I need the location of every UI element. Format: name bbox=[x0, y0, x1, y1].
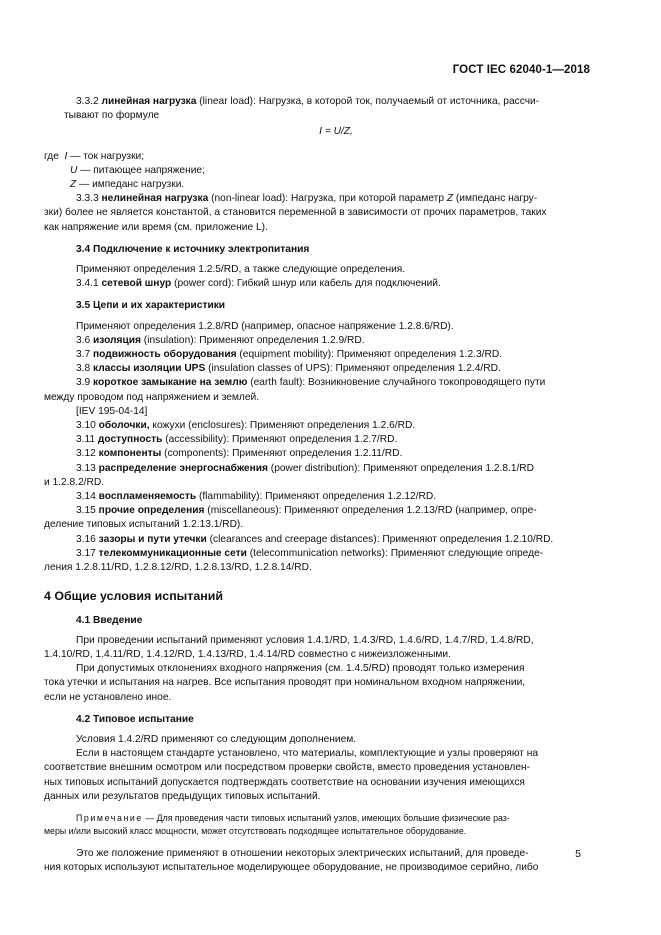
paragraph-3-11 bbox=[76, 433, 582, 447]
note bbox=[44, 812, 582, 837]
where-text: — питающее напряжение; bbox=[80, 164, 205, 176]
clause-number: 3.14 bbox=[76, 491, 96, 503]
term: воспламеняемость bbox=[98, 491, 197, 503]
clause-number: 3.9 bbox=[76, 377, 91, 389]
paragraph: Это же положение применяют в отношении некоторых электрических испытаний, для проведе- bbox=[76, 848, 529, 860]
paragraph-3-15 bbox=[76, 504, 582, 518]
where-prefix: где bbox=[44, 150, 59, 162]
paragraph-3-9 bbox=[76, 376, 582, 390]
term: зазоры и пути утечки bbox=[98, 533, 207, 545]
symbol-z: Z bbox=[70, 179, 77, 191]
clause-number: 3.15 bbox=[76, 505, 96, 517]
clause-text: (miscellaneous): Применяют определения 1.2.13/RD (например, опре- bbox=[207, 505, 537, 517]
clause-number: 3.4.1 bbox=[76, 278, 99, 290]
paragraph-continuation: данных или результатов предыдущих типовых испытаний. bbox=[44, 790, 321, 802]
clause-number: 3.13 bbox=[76, 462, 96, 474]
paragraph: Если в настоящем стандарте установлено, что материалы, комплектующие и узлы проверяют на bbox=[76, 748, 539, 760]
paragraph-3-3-2 bbox=[76, 95, 582, 109]
section-title-3-4: 3.4 Подключение к источнику электропитания bbox=[76, 243, 310, 255]
clause-number: 3.7 bbox=[76, 349, 91, 361]
clause-number: 3.6 bbox=[76, 334, 91, 346]
clause-number: 3.3.3 bbox=[76, 193, 99, 205]
clause-text: (accessibility): Применяют определения 1.2.7/RD. bbox=[165, 434, 398, 446]
section-title-3-5: 3.5 Цепи и их характеристики bbox=[76, 300, 226, 312]
clause-text: (components): Применяют определения 1.2.11/RD. bbox=[164, 448, 403, 460]
clause-number: 3.17 bbox=[76, 547, 96, 559]
iev-reference: [IEV 195-04-14] bbox=[76, 405, 148, 417]
term: распределение энергоснабжения bbox=[98, 462, 268, 474]
paragraph-3-6 bbox=[76, 334, 582, 348]
clause-text: (flammability): Применяют определения 1.2.12/RD. bbox=[198, 491, 437, 503]
chapter-title-4: 4 Общие условия испытаний bbox=[44, 589, 223, 604]
symbol-i: I bbox=[64, 150, 68, 162]
paragraph-continuation: ления 1.2.8.11/RD, 1.2.8.12/RD, 1.2.8.13/RD, 1.2.8.14/RD. bbox=[44, 562, 312, 574]
note-continuation: меры и/или высокий класс мощности, может отсутствовать подходящее испытательное оборудование. bbox=[44, 825, 467, 836]
document-header: ГОСТ IEC 62040-1—2018 bbox=[452, 64, 590, 76]
term: короткое замыкание на землю bbox=[93, 377, 248, 389]
term: оболочки, bbox=[98, 420, 150, 432]
term: нелинейная нагрузка bbox=[101, 193, 209, 205]
clause-number: 3.12 bbox=[76, 448, 96, 460]
term: подвижность оборудования bbox=[93, 349, 237, 361]
where-line-impedance bbox=[44, 178, 582, 192]
where-text: — ток нагрузки; bbox=[70, 150, 145, 162]
clause-number: 3.16 bbox=[76, 533, 96, 545]
paragraph-continuation: как напряжение или время (см. приложение L). bbox=[44, 221, 268, 233]
paragraph-continuation: ных типовых испытаний допускается подтверждать соответствие на основании изучения имеющихся bbox=[44, 776, 525, 788]
clause-number: 3.8 bbox=[76, 363, 91, 375]
paragraph: При допустимых отклонениях входного напряжения (см. 1.4.5/RD) проводят только измерения bbox=[76, 663, 525, 675]
clause-text: (clearances and creepage distances): Применяют определения 1.2.10/RD. bbox=[209, 533, 554, 545]
term: доступность bbox=[97, 434, 163, 446]
clause-number: 3.11 bbox=[76, 434, 96, 446]
paragraph-3-4-1 bbox=[76, 277, 582, 291]
clause-text: (equipment mobility): Применяют определения 1.2.3/RD. bbox=[239, 349, 503, 361]
clause-text: (insulation): Применяют определения 1.2.9/RD. bbox=[143, 334, 365, 346]
document-body bbox=[44, 95, 582, 876]
term: изоляция bbox=[93, 334, 141, 346]
clause-text: (telecommunication networks): Применяют следующие опреде- bbox=[249, 547, 544, 559]
term: линейная нагрузка bbox=[101, 96, 197, 107]
clause-number: 3.3.2 bbox=[76, 96, 99, 107]
clause-text: (linear load): Нагрузка, в которой ток, получаемый от источника, рассчи- bbox=[199, 96, 540, 107]
paragraph-continuation: зки) более не является константой, а становится переменной в зависимости от прочих параметров, таких bbox=[44, 207, 547, 219]
clause-number: 3.10 bbox=[76, 420, 96, 432]
term: прочие определения bbox=[98, 505, 205, 517]
term: классы изоляции UPS bbox=[93, 363, 206, 375]
formula: I = U/Z, bbox=[319, 126, 353, 138]
symbol-z: Z bbox=[446, 193, 454, 205]
section-intro: Применяют определения 1.2.8/RD (например, опасное напряжение 1.2.8.6/RD). bbox=[76, 320, 454, 332]
paragraph-3-16 bbox=[76, 533, 582, 547]
clause-text: (non-linear load): Нагрузка, при которой параметр bbox=[211, 193, 444, 205]
section-title-4-2: 4.2 Типовое испытание bbox=[76, 713, 194, 725]
paragraph-continuation: если не установлено иное. bbox=[44, 691, 172, 703]
paragraph-3-10 bbox=[76, 419, 582, 433]
paragraph-continuation: между проводом под напряжением и землей. bbox=[44, 391, 260, 403]
paragraph-3-17 bbox=[76, 547, 582, 561]
section-intro: Применяют определения 1.2.5/RD, а также следующие определения. bbox=[76, 264, 406, 276]
paragraph-3-13 bbox=[76, 462, 582, 476]
clause-text: (импеданс нагру- bbox=[455, 193, 538, 205]
page-number: 5 bbox=[575, 848, 581, 860]
clause-text: (power cord): Гибкий шнур или кабель для подключений. bbox=[174, 278, 441, 290]
where-line-current bbox=[44, 150, 582, 164]
paragraph-continuation: ния которых используют испытательное моделирующее оборудование, не производимое серийно, либо bbox=[44, 862, 539, 874]
paragraph-continuation: деление типовых испытаний 1.2.13.1/RD). bbox=[44, 519, 244, 531]
paragraph: При проведении испытаний применяют условия 1.4.1/RD, 1.4.3/RD, 1.4.6/RD, 1.4.7/RD, 1.4.8/RD, bbox=[76, 634, 534, 646]
symbol-u: U bbox=[70, 164, 78, 176]
term: компоненты bbox=[98, 448, 162, 460]
paragraph-continuation: и 1.2.8.2/RD. bbox=[44, 476, 105, 488]
paragraph: Условия 1.4.2/RD применяют со следующим дополнением. bbox=[76, 733, 357, 745]
paragraph-3-7 bbox=[76, 348, 582, 362]
where-text: — импеданс нагрузки. bbox=[79, 179, 185, 191]
paragraph-continuation: соответствие внешним осмотром или посредством проверки свойств, вместо проведения установлен- bbox=[44, 762, 531, 774]
note-line bbox=[76, 812, 582, 825]
paragraph-3-14 bbox=[76, 490, 582, 504]
section-title-4-1: 4.1 Введение bbox=[76, 614, 143, 626]
paragraph-continuation: тока утечки и испытания на нагрев. Все испытания проводят при номинальном входном напряжении, bbox=[44, 677, 526, 689]
clause-text: (power distribution): Применяют определения 1.2.8.1/RD bbox=[270, 462, 535, 474]
paragraph-3-3-3 bbox=[76, 192, 582, 206]
term: сетевой шнур bbox=[101, 278, 172, 290]
where-list bbox=[44, 150, 582, 193]
clause-text: (earth fault): Возникновение случайного токопроводящего пути bbox=[250, 377, 546, 389]
where-line-voltage bbox=[44, 164, 582, 178]
paragraph-3-12 bbox=[76, 447, 582, 461]
term: телекоммуникационные сети bbox=[98, 547, 247, 559]
clause-text: кожухи (enclosures): Применяют определения 1.2.6/RD. bbox=[152, 420, 416, 432]
paragraph-3-8 bbox=[76, 362, 582, 376]
paragraph-continuation: 1.4.10/RD, 1.4.11/RD, 1.4.12/RD, 1.4.13/RD, 1.4.14/RD совместно с нижеизложенными. bbox=[44, 648, 451, 660]
note-text: — Для проведения части типовых испытаний узлов, имеющих большие физические раз- bbox=[145, 812, 510, 823]
clause-text: (insulation classes of UPS): Применяют определения 1.2.4/RD. bbox=[208, 363, 501, 375]
paragraph-continuation: тывают по формуле bbox=[64, 110, 160, 122]
note-label: Примечание bbox=[76, 812, 143, 823]
